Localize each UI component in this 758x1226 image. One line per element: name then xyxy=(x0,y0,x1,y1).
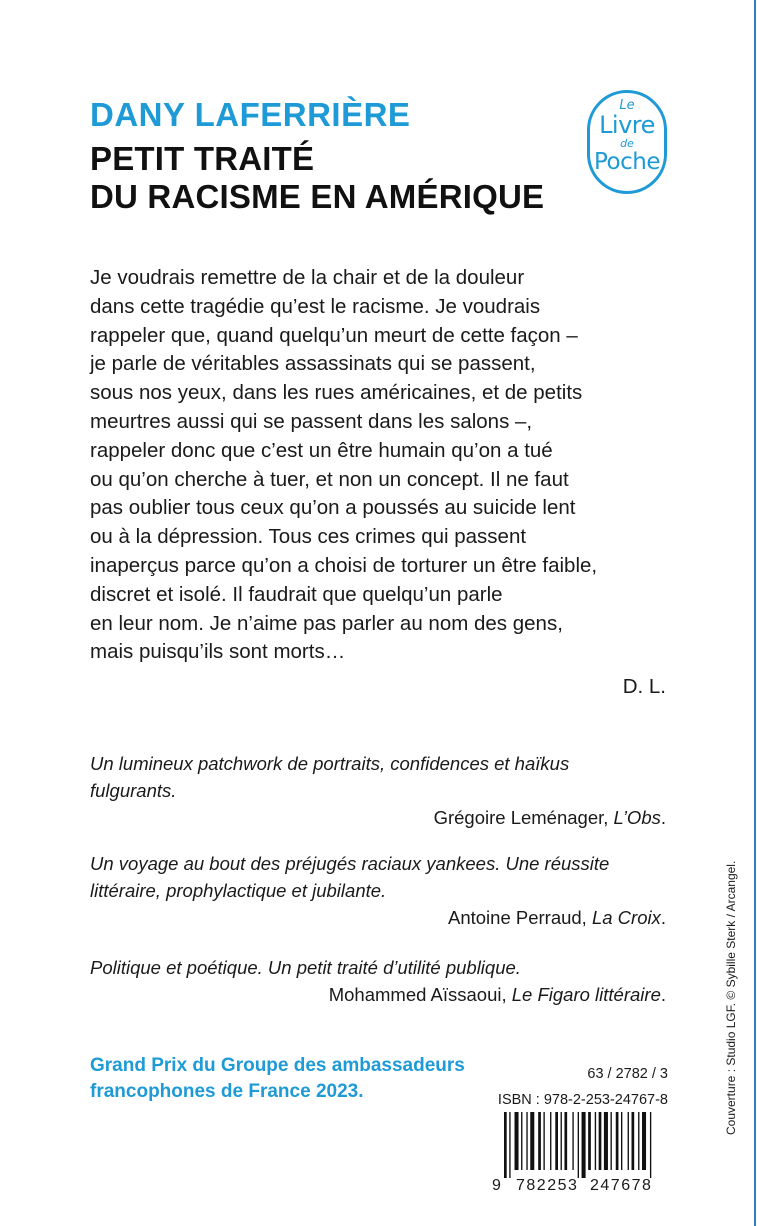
barcode-bar xyxy=(588,1112,591,1170)
blurb-signature: D. L. xyxy=(622,675,666,698)
blurb-line: je parle de véritables assassinats qui se passent, xyxy=(90,352,536,376)
book-title xyxy=(90,140,544,216)
title-line-2: DU RACISME EN AMÉRIQUE xyxy=(90,178,545,215)
award-mention xyxy=(90,1053,465,1105)
spine-edge-line xyxy=(754,0,756,1226)
barcode-bar xyxy=(632,1112,635,1170)
isbn-number: ISBN : 978-2-253-24767-8 xyxy=(497,1092,668,1108)
barcode-digit-first: 9 xyxy=(492,1177,501,1194)
barcode-bar xyxy=(515,1112,519,1170)
catalog-number: 63 / 2782 / 3 xyxy=(587,1066,668,1082)
blurb-line: ou qu’on cherche à tuer, et non un concept. Il ne faut xyxy=(90,467,569,491)
barcode-bar xyxy=(628,1112,629,1170)
barcode-bar xyxy=(509,1112,510,1178)
review-source-end: . xyxy=(660,984,666,1005)
blurb-line: sous nos yeux, dans les rues américaines, et de petits xyxy=(90,381,583,405)
barcode-bar xyxy=(572,1112,573,1170)
blurb-line: rappeler donc que c’est un être humain qu’on a tué xyxy=(90,438,553,462)
barcode-bar xyxy=(543,1112,544,1170)
review-quote-line: fulgurants. xyxy=(90,780,177,801)
review-source xyxy=(90,904,666,931)
barcode-bar xyxy=(582,1112,586,1178)
barcode-bar xyxy=(578,1112,579,1178)
barcode-bar xyxy=(595,1112,596,1170)
ean-barcode xyxy=(490,1112,670,1194)
review-source xyxy=(90,981,666,1008)
blurb-line: meurtres aussi qui se passent dans les salons –, xyxy=(90,409,533,433)
barcode-bar xyxy=(564,1112,567,1170)
barcode-digits-right: 247678 xyxy=(590,1177,653,1194)
logo-text-livre: Livre xyxy=(599,111,655,139)
author-name: DANY LAFERRIÈRE xyxy=(90,96,411,133)
blurb-line: dans cette tragédie qu’est le racisme. Je voudrais xyxy=(90,294,541,318)
review-source xyxy=(90,804,666,831)
award-line-1: Grand Prix du Groupe des ambassadeurs xyxy=(90,1055,465,1076)
barcode-bar xyxy=(650,1112,651,1178)
blurb-line: inaperçus parce qu’on a choisi de torturer un être faible, xyxy=(90,553,598,577)
barcode-digits-left: 782253 xyxy=(516,1177,579,1194)
back-cover-blurb xyxy=(90,264,690,667)
barcode-bar xyxy=(611,1112,612,1170)
blurb-line: ou à la dépression. Tous ces crimes qui passent xyxy=(90,525,527,549)
cover-credit: Couverture : Studio LGF. © Sybille Sterk / Arcangel. xyxy=(724,860,738,1135)
review-2 xyxy=(90,850,666,931)
blurb-line: mais puisqu’ils sont morts… xyxy=(90,640,346,664)
catalog-codes xyxy=(498,1061,668,1113)
barcode-bar xyxy=(555,1112,558,1170)
barcode-bar xyxy=(561,1112,562,1170)
review-quote-line: littéraire, prophylactique et jubilante. xyxy=(90,880,387,901)
blurb-line: rappeler que, quand quelqu’un meurt de cette façon – xyxy=(90,323,578,347)
review-author: Grégoire Leménager, xyxy=(433,807,614,828)
award-line-2: francophones de France 2023. xyxy=(90,1081,364,1102)
review-author: Mohammed Aïssaoui, xyxy=(328,984,512,1005)
barcode-bar xyxy=(530,1112,534,1170)
review-publication: Le Figaro littéraire xyxy=(511,984,661,1005)
review-quote-line: Un lumineux patchwork de portraits, confidences et haïkus xyxy=(90,753,570,774)
barcode-bar xyxy=(599,1112,602,1170)
logo-text-poche: Poche xyxy=(594,149,660,175)
barcode-bar xyxy=(616,1112,619,1170)
blurb-line: discret et isolé. Il faudrait que quelqu’un parle xyxy=(90,582,503,606)
barcode-bar xyxy=(538,1112,541,1170)
livre-de-poche-logo xyxy=(587,90,667,194)
review-publication: L’Obs xyxy=(613,807,661,828)
review-1 xyxy=(90,750,666,831)
barcode-bar xyxy=(526,1112,527,1170)
barcode-bar xyxy=(638,1112,639,1170)
barcode-bar xyxy=(604,1112,608,1170)
review-quote-line: Un voyage au bout des préjugés raciaux yankees. Une réussite xyxy=(90,853,610,874)
review-quote-line: Politique et poétique. Un petit traité d’utilité publique. xyxy=(90,957,521,978)
blurb-line: en leur nom. Je n’aime pas parler au nom des gens, xyxy=(90,611,563,635)
review-author: Antoine Perraud, xyxy=(447,907,592,928)
barcode-bar xyxy=(550,1112,551,1170)
review-publication: La Croix xyxy=(591,907,661,928)
review-source-end: . xyxy=(660,807,666,828)
barcode-bars xyxy=(504,1112,651,1178)
review-3 xyxy=(90,954,666,1008)
barcode-bar xyxy=(642,1112,646,1170)
barcode-bar xyxy=(621,1112,622,1170)
logo-text-le: Le xyxy=(619,98,635,113)
title-line-1: PETIT TRAITÉ xyxy=(90,140,315,177)
blurb-line: Je voudrais remettre de la chair et de la douleur xyxy=(90,266,525,289)
barcode-bar xyxy=(504,1112,507,1178)
logo-text-de: de xyxy=(620,137,634,150)
review-source-end: . xyxy=(660,907,666,928)
blurb-line: pas oublier tous ceux qu’on a poussés au suicide lent xyxy=(90,496,576,520)
barcode-bar xyxy=(521,1112,522,1170)
